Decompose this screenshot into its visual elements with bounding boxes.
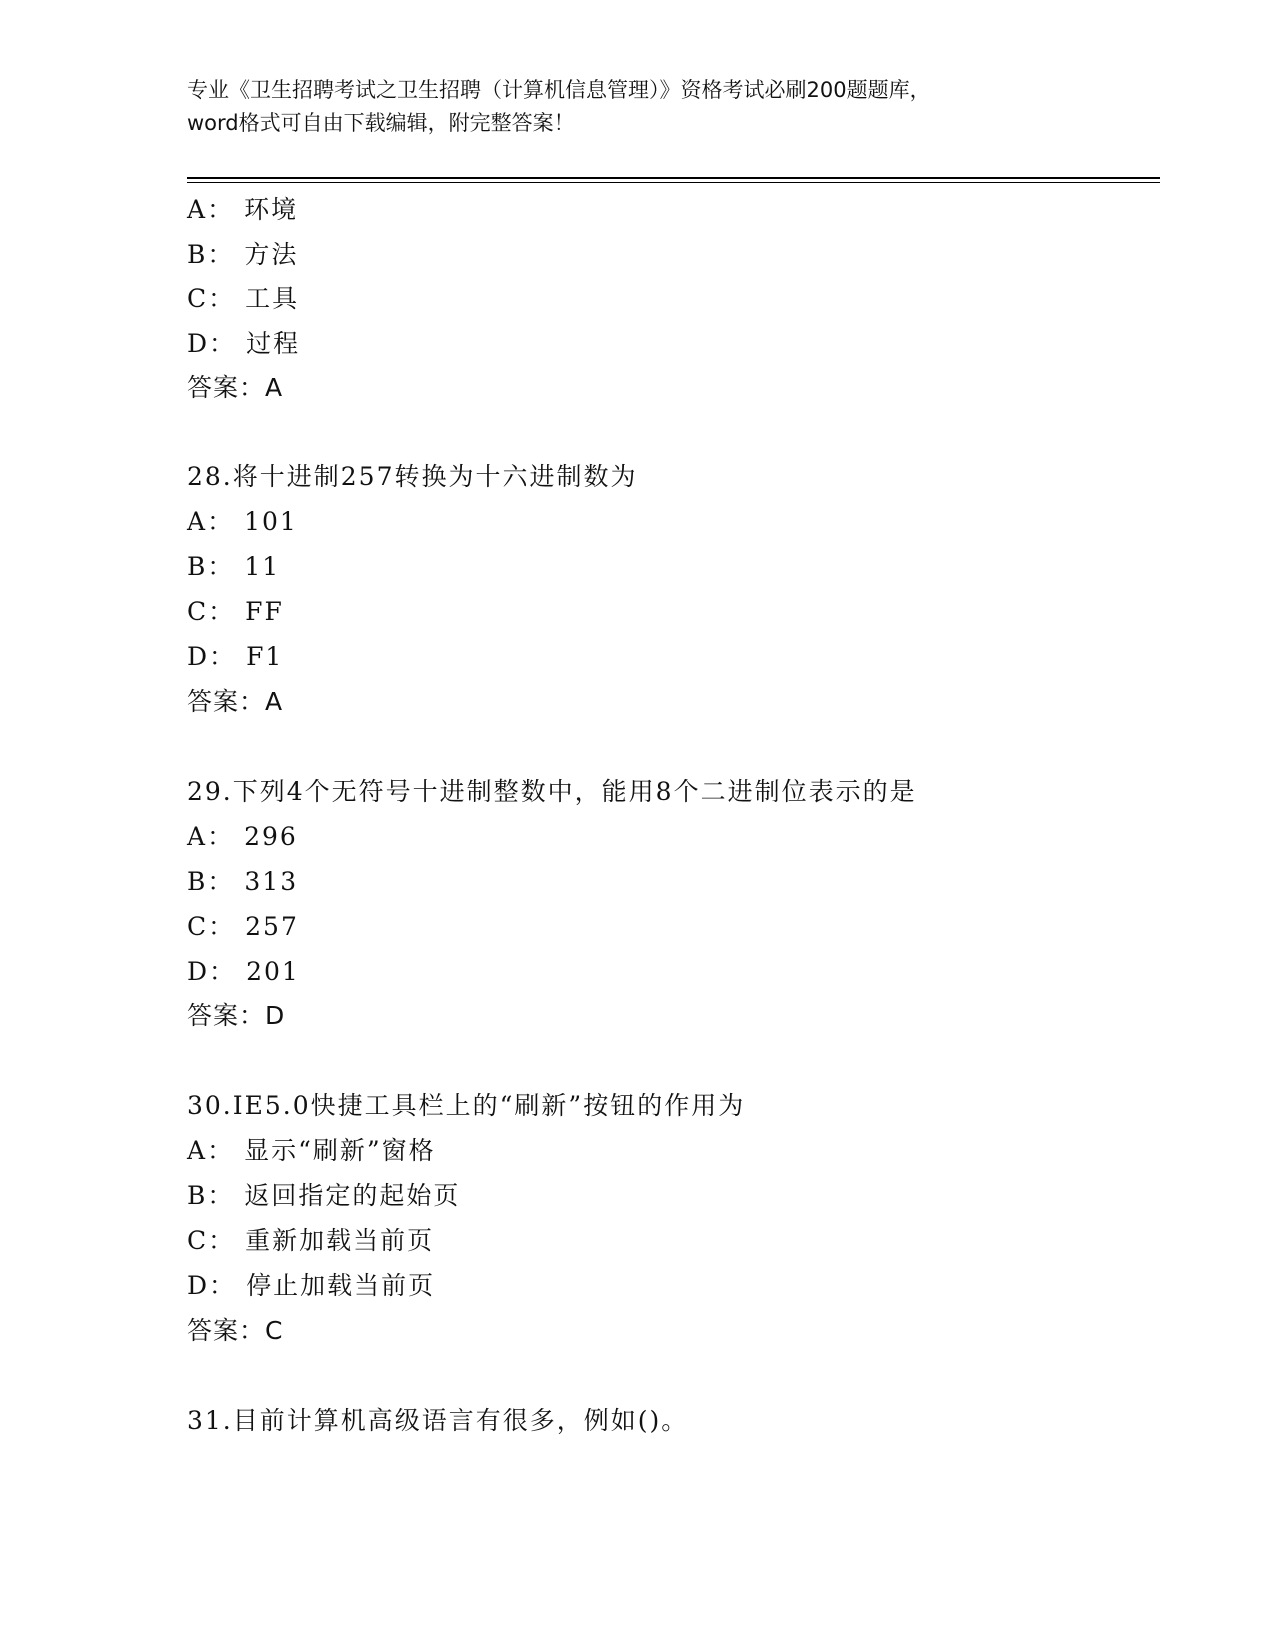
question-stem: 29.下列4个无符号十进制整数中，能用8个二进制位表示的是 [187,777,917,806]
option-a: A： 296 [187,822,298,851]
option-b: B： 返回指定的起始页 [187,1181,461,1210]
header-rule-thick [187,177,1160,179]
option-a: A： 显示“刷新”窗格 [187,1136,436,1165]
header-line-1: 专业《卫生招聘考试之卫生招聘（计算机信息管理）》资格考试必刷200题题库， [187,78,931,102]
option-b: B： 11 [187,552,281,581]
option-c: C： 工具 [187,284,300,313]
option-b: B： 方法 [187,240,299,269]
option-a: A： 101 [187,507,298,536]
option-d: D： 201 [187,957,300,986]
answer-line: 答案：D [187,1001,286,1030]
question-stem: 31.目前计算机高级语言有很多，例如()。 [187,1406,689,1435]
option-c: C： FF [187,597,284,626]
question-stem: 28.将十进制257转换为十六进制数为 [187,462,638,491]
answer-line: 答案：C [187,1316,284,1345]
option-d: D： 过程 [187,329,301,358]
header-line-2: word格式可自由下载编辑，附完整答案！ [187,111,575,135]
option-d: D： F1 [187,642,284,671]
answer-line: 答案：A [187,687,284,716]
header-rule-thin [187,182,1160,183]
option-c: C： 257 [187,912,299,941]
answer-line: 答案：A [187,373,284,402]
document-header [187,74,1087,140]
option-b: B： 313 [187,867,299,896]
option-c: C： 重新加载当前页 [187,1226,435,1255]
option-a: A： 环境 [187,195,299,224]
option-d: D： 停止加载当前页 [187,1271,436,1300]
question-stem: 30.IE5.0快捷工具栏上的“刷新”按钮的作用为 [187,1091,746,1120]
